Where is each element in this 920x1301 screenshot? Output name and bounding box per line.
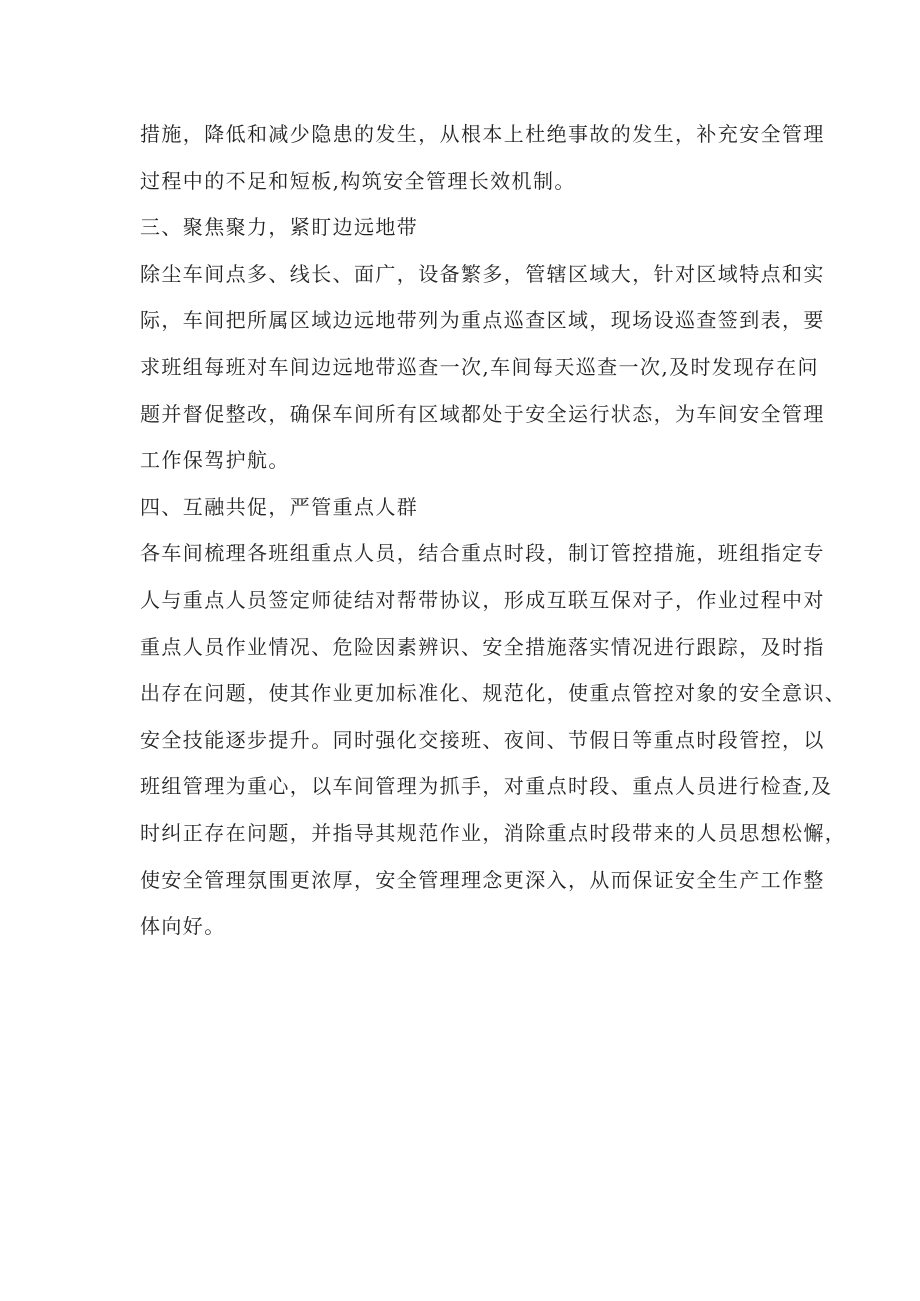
paragraph-line: 除尘车间点多、线长、面广，设备繁多，管辖区域大，针对区域特点和实: [140, 261, 825, 286]
paragraph-line: 体向好。: [140, 914, 226, 939]
paragraph-line: 各车间梳理各班组重点人员，结合重点时段，制订管控措施，班组指定专: [140, 541, 825, 566]
paragraph-line: 重点人员作业情况、危险因素辨识、安全措施落实情况进行跟踪，及时指: [140, 634, 825, 659]
paragraph-line: 人与重点人员签定师徒结对帮带协议，形成互联互保对子，作业过程中对: [140, 587, 825, 612]
paragraph-line: 出存在问题，使其作业更加标准化、规范化，使重点管控对象的安全意识、: [140, 681, 847, 706]
paragraph-line: 工作保驾护航。: [140, 448, 290, 473]
paragraph-line: 题并督促整改，确保车间所有区域都处于安全运行状态，为车间安全管理: [140, 401, 825, 426]
document-body: [140, 111, 847, 950]
paragraph-line: 使安全管理氛围更浓厚，安全管理理念更深入，从而保证安全生产工作整: [140, 867, 825, 892]
paragraph-line: 际，车间把所属区域边远地带列为重点巡查区域，现场设巡查签到表，要: [140, 308, 825, 333]
section-heading: 四、互融共促，严管重点人群: [140, 494, 419, 519]
paragraph-line: 安全技能逐步提升。同时强化交接班、夜间、节假日等重点时段管控，以: [140, 727, 825, 752]
paragraph-line: 过程中的不足和短板,构筑安全管理长效机制。: [140, 168, 576, 193]
paragraph-line: 时纠正存在问题，并指导其规范作业，消除重点时段带来的人员思想松懈，: [140, 820, 847, 845]
paragraph-line: 班组管理为重心，以车间管理为抓手，对重点时段、重点人员进行检查,及: [140, 774, 833, 799]
paragraph-line: 措施，降低和减少隐患的发生，从根本上杜绝事故的发生，补充安全管理: [140, 122, 825, 146]
paragraph-line: 求班组每班对车间边远地带巡查一次,车间每天巡查一次,及时发现存在问: [140, 354, 819, 379]
section-heading: 三、聚焦聚力，紧盯边远地带: [140, 215, 419, 240]
